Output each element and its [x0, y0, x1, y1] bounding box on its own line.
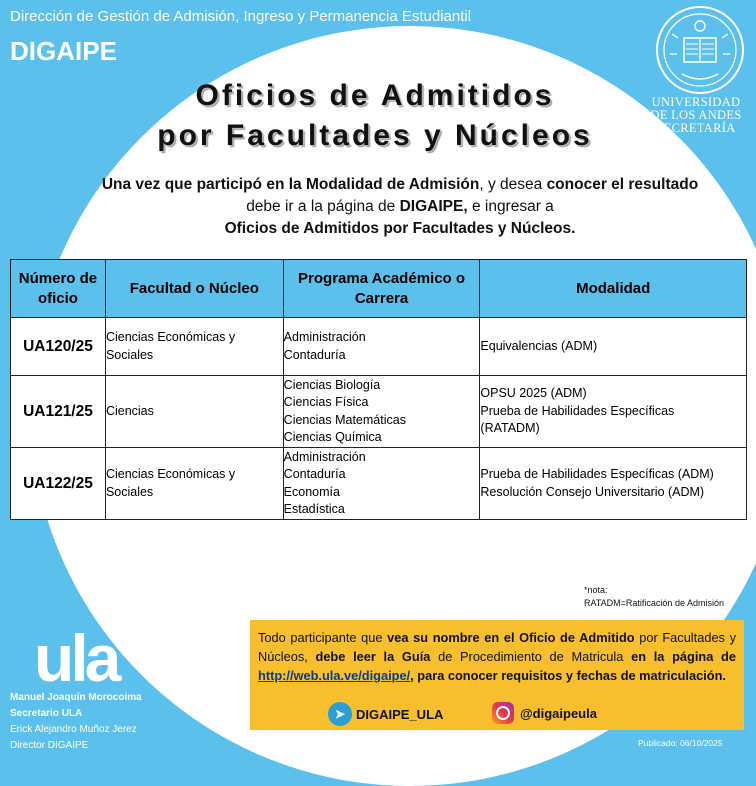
programa-item: Ciencias Química: [283, 430, 382, 444]
programa-item: Ciencias Física: [283, 395, 369, 409]
instagram-icon: [492, 702, 514, 724]
programa-cell: [283, 448, 480, 520]
university-line: SECRETARÍA: [656, 121, 736, 135]
table-header-row: [11, 260, 747, 318]
programa-cell: [283, 376, 480, 448]
notice-bold: , para conocer requisitos y fechas de matriculación.: [410, 668, 726, 683]
modalidad-item: Equivalencias (ADM): [480, 338, 598, 353]
modalidad-item: Prueba de Habilidades Específicas (ADM): [480, 467, 714, 481]
notice-box: [250, 620, 744, 730]
facultad-cell: Ciencias Económicas y Sociales: [105, 318, 283, 376]
footnote-label: *nota:: [584, 585, 608, 595]
facultad-cell: Ciencias: [105, 376, 283, 448]
programa-item: Administración: [283, 449, 366, 464]
table-row: [11, 376, 747, 448]
digaipe-link[interactable]: http://web.ula.ve/digaipe/: [258, 668, 411, 683]
notice-segment: por Facultades y Núcleos,: [258, 630, 736, 664]
department-name: Dirección de Gestión de Admisión, Ingreso y Permanencia Estudiantil: [10, 8, 472, 25]
modalidad-item: Resolución Consejo Universitario (ADM): [480, 484, 705, 499]
programa-item: Economía: [283, 484, 340, 499]
programa-item: Estadística: [283, 502, 345, 516]
modalidad-cell: [480, 318, 747, 376]
notice-bold: en la página de: [631, 649, 736, 664]
signer-name: Erick Alejandro Muñoz Jerez: [10, 724, 137, 735]
header-modalidad: Modalidad: [480, 260, 747, 318]
footnote-text: RATADM=Ratificación de Admisión: [584, 598, 724, 608]
header-facultad: Facultad o Núcleo: [105, 260, 283, 318]
programa-item: Administración: [283, 330, 366, 344]
university-line: UNIVERSIDAD: [651, 95, 741, 109]
offices-table: [10, 259, 747, 520]
oficio-number: UA120/25: [11, 318, 106, 376]
signer-role: Director DIGAIPE: [10, 740, 89, 751]
notice-text: [258, 628, 736, 685]
published-date: Publicado: 06/10/2025: [638, 738, 723, 748]
footnote: [584, 584, 724, 610]
telegram-icon: ➤: [328, 702, 352, 726]
modalidad-item: OPSU 2025 (ADM): [480, 386, 587, 401]
telegram-handle[interactable]: [328, 702, 443, 726]
page-title: [80, 76, 670, 156]
modalidad-cell: [480, 376, 747, 448]
notice-segment: Todo participante que: [258, 630, 388, 645]
ula-logo: ula: [34, 621, 118, 695]
modalidad-item: Prueba de Habilidades Específicas: [480, 403, 675, 418]
notice-bold: debe leer la Guía: [315, 649, 431, 664]
header-programa: Programa Académico o Carrera: [283, 260, 480, 318]
intro-text-1: , y desea: [479, 176, 547, 193]
notice-bold: vea su nombre en el Oficio de Admitido: [387, 630, 635, 645]
title-line-1: Oficios de Admitidos: [195, 79, 555, 112]
intro-bold-1: Una vez que participó en la Modalidad de Admisión: [101, 176, 480, 193]
facultad-cell: Ciencias Económicas y Sociales: [105, 448, 283, 520]
modalidad-cell: [480, 448, 747, 520]
oficio-number: UA121/25: [11, 376, 106, 448]
header-numero-oficio: Número de oficio: [11, 260, 106, 318]
intro-bold-2: conocer el resultado: [546, 176, 699, 193]
programa-item: Ciencias Biología: [283, 377, 381, 392]
programa-item: Contaduría: [283, 347, 346, 362]
table-row: [11, 448, 747, 520]
oficio-number: UA122/25: [11, 448, 106, 520]
table-row: [11, 318, 747, 376]
university-line: DE LOS ANDES: [650, 108, 742, 122]
signer-name: Manuel Joaquín Morocoima: [10, 692, 142, 703]
instagram-handle[interactable]: [492, 702, 597, 724]
intro-text: [70, 174, 730, 240]
programa-cell: [283, 318, 480, 376]
signers: [10, 690, 142, 754]
digaipe-title: DIGAIPE: [10, 36, 117, 66]
signer-role: Secretario ULA: [10, 708, 83, 719]
notice-segment: de Procedimiento de Matricula: [430, 649, 632, 664]
intro-bold-3: DIGAIPE,: [399, 198, 468, 215]
programa-item: Ciencias Matemáticas: [283, 412, 406, 427]
modalidad-item: (RATADM): [480, 421, 540, 436]
telegram-label: DIGAIPE_ULA: [356, 706, 444, 722]
instagram-label: @digaipeula: [520, 705, 597, 721]
programa-item: Contaduría: [283, 467, 346, 481]
intro-text-2: debe ir a la página de: [246, 198, 400, 215]
intro-bold-4: Oficios de Admitidos por Facultades y Núcleos.: [224, 220, 576, 237]
intro-text-3: e ingresar a: [467, 198, 554, 215]
title-line-2: por Facultades y Núcleos: [157, 119, 593, 152]
